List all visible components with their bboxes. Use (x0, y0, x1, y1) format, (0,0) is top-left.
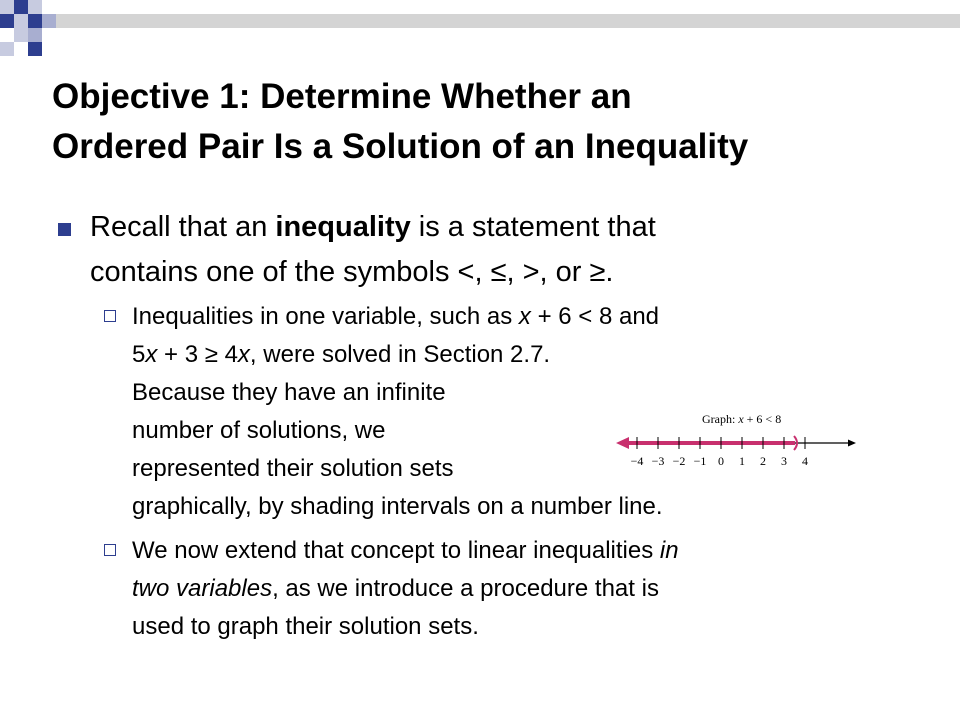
decor-square (42, 14, 56, 28)
sub1-line-1 (132, 298, 864, 336)
decor-square (0, 0, 14, 14)
tick-label: 3 (781, 454, 787, 468)
decor-square (28, 14, 42, 28)
sub1-line-3: Because they have an infinite (132, 379, 446, 406)
sub1-line-2 (132, 336, 864, 374)
tick-label: −3 (651, 454, 665, 468)
sub1-line-6: graphically, by shading intervals on a number line. (132, 493, 663, 520)
sub2-line-2 (132, 570, 864, 608)
main-bullet-text (90, 205, 918, 295)
sub1-l2-b: + 3 ≥ 4 (157, 341, 238, 368)
sub1-line-4: number of solutions, we (132, 417, 386, 444)
slide-title (52, 72, 932, 172)
sub2-line-1 (132, 532, 864, 570)
decor-square (28, 42, 42, 56)
sub2-line-3: used to graph their solution sets. (132, 613, 479, 640)
var-x: x (237, 341, 250, 368)
main-bullet (58, 205, 918, 295)
bullet-line-1 (90, 205, 918, 250)
bullet-pre: Recall that an (90, 211, 276, 243)
sub2-l1-italic: in (659, 537, 679, 564)
sub1-l1-post: + 6 < 8 and (530, 303, 660, 330)
tick-labels (631, 454, 808, 468)
bullet-post: is a statement that (410, 211, 656, 243)
tick-label: 1 (739, 454, 745, 468)
title-line-2: Ordered Pair Is a Solution of an Inequality (52, 127, 749, 166)
decor-bar (56, 14, 960, 28)
sub-bullet-2-text (132, 532, 864, 646)
sub1-l2-c: , were solved in Section 2.7. (249, 341, 551, 368)
sub-bullet-box-icon (104, 310, 116, 322)
number-line-graph (612, 410, 862, 475)
sub2-l1-pre: We now extend that concept to linear inequalities (132, 537, 660, 564)
decor-square (28, 28, 42, 42)
sub-bullet-2 (104, 532, 864, 646)
decor-square (0, 42, 14, 56)
decor-square (28, 0, 42, 14)
bullet-bold-term: inequality (275, 211, 411, 243)
tick-label: 2 (760, 454, 766, 468)
sub1-l2-a: 5 (132, 341, 146, 368)
sub2-l2-italic: two variables (132, 575, 273, 602)
decor-square (14, 28, 28, 42)
sub1-l1-pre: Inequalities in one variable, such as (132, 303, 519, 330)
tick-label: −4 (630, 454, 644, 468)
bullet-square-icon (58, 223, 71, 236)
sub1-line-5: represented their solution sets (132, 455, 454, 482)
title-line-1: Objective 1: Determine Whether an (52, 77, 632, 116)
tick-label: 0 (718, 454, 724, 468)
sub2-l2-post: , as we introduce a procedure that is (272, 575, 659, 602)
tick-label: −2 (672, 454, 686, 468)
var-x: x (518, 303, 531, 330)
tick-label: 4 (802, 454, 808, 468)
decor-square (0, 14, 14, 28)
var-x: x (145, 341, 158, 368)
bullet-line-2: contains one of the symbols <, ≤, >, or ≥. (90, 256, 614, 288)
graph-caption: Graph: x + 6 < 8 (702, 412, 782, 426)
tick-label: −1 (693, 454, 707, 468)
interval-left-arrow-icon (616, 437, 629, 449)
sub-bullet-box-icon (104, 544, 116, 556)
corner-decoration (0, 0, 960, 60)
decor-square (14, 0, 28, 14)
axis-right-arrow-icon (848, 440, 856, 447)
decor-square (14, 14, 28, 28)
